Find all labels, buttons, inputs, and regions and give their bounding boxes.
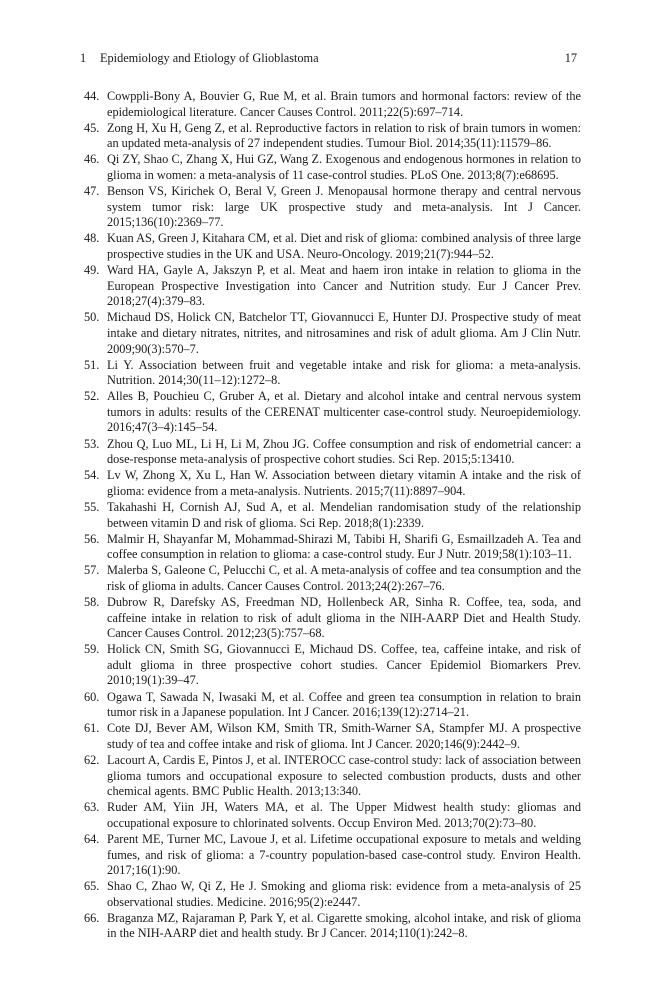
reference-text: Malerba S, Galeone C, Pelucchi C, et al. A meta-analysis of coffee and tea consumption and the risk of glioma in adults. Cancer Causes Control. 2013;24(2):267–76. <box>107 563 581 593</box>
reference-item <box>84 121 581 152</box>
reference-item <box>84 642 581 689</box>
reference-item <box>84 532 581 563</box>
reference-number: 53. <box>84 436 100 451</box>
reference-number: 52. <box>84 389 100 404</box>
reference-text: Qi ZY, Shao C, Zhang X, Hui GZ, Wang Z. Exogenous and endogenous hormones in relation to glioma in women: a meta-analysis of 11 case-control studies. PLoS One. 2013;8(7):e68695. <box>107 152 581 182</box>
reference-number: 44. <box>84 89 100 103</box>
reference-number: 61. <box>84 721 100 736</box>
reference-item <box>84 358 581 389</box>
chapter-number: 1 <box>80 51 87 65</box>
reference-number: 49. <box>84 263 100 278</box>
reference-text: Lacourt A, Cardis E, Pintos J, et al. INTEROCC case-control study: lack of association between glioma tumors and occupational exposure to selected combustion products, dusts and other chemical agents. BMC Public Health. 2013;13:340. <box>107 752 581 799</box>
reference-text: Lv W, Zhong X, Xu L, Han W. Association between dietary vitamin A intake and the risk of glioma: evidence from a meta-analysis. Nutrients. 2015;7(11):8897–904. <box>107 468 581 498</box>
reference-text: Ruder AM, Yiin JH, Waters MA, et al. The Upper Midwest health study: gliomas and occupational exposure to chlorinated solvents. Occup Environ Med. 2013;70(2):73–80. <box>107 800 581 830</box>
reference-item <box>84 563 581 594</box>
reference-number: 59. <box>84 642 100 657</box>
reference-item <box>84 389 581 436</box>
reference-text: Malmir H, Shayanfar M, Mohammad-Shirazi M, Tabibi H, Sharifi G, Esmaillzadeh A. Tea and coffee consumption in relation to glioma: a case-control study. Eur J Nutr. 2019;58(1):103–11. <box>107 531 581 562</box>
reference-text: Ogawa T, Sawada N, Iwasaki M, et al. Coffee and green tea consumption in relation to brain tumor risk in a Japanese population. Int J Cancer. 2016;139(12):2714–21. <box>107 689 581 720</box>
reference-text: Benson VS, Kirichek O, Beral V, Green J. Menopausal hormone therapy and central nervous system tumor risk: large UK prospective study and meta-analysis. Int J Cancer. 2015;136(10):2369–77. <box>107 184 581 230</box>
reference-text: Cowppli-Bony A, Bouvier G, Rue M, et al. Brain tumors and hormonal factors: review of the epidemiological literature. Cancer Causes Control. 2011;22(5):697–714. <box>107 89 581 119</box>
reference-number: 62. <box>84 752 100 767</box>
running-head <box>80 50 580 66</box>
reference-item <box>84 800 581 831</box>
reference-text: Dubrow R, Darefsky AS, Freedman ND, Hollenbeck AR, Sinha R. Coffee, tea, soda, and caffeine intake in relation to risk of adult glioma in the NIH-AARP Diet and Health Study. Cancer Causes Control. 2012;23(5):757–68. <box>107 595 581 641</box>
reference-text: Zong H, Xu H, Geng Z, et al. Reproductive factors in relation to risk of brain tumors in women: an updated meta-analysis of 27 independent studies. Tumour Biol. 2014;35(11):11579–86. <box>107 120 581 151</box>
reference-item <box>84 231 581 262</box>
reference-text: Alles B, Pouchieu C, Gruber A, et al. Dietary and alcohol intake and central nervous system tumors in adults: results of the CERENAT multicenter case-control study. Neuroepidemiology. 2016;47(3–4):145–54. <box>107 389 581 435</box>
reference-item <box>84 500 581 531</box>
reference-text: Takahashi H, Cornish AJ, Sud A, et al. Mendelian randomisation study of the relationship between vitamin D and risk of glioma. Sci Rep. 2018;8(1):2339. <box>107 499 581 530</box>
reference-text: Shao C, Zhao W, Qi Z, He J. Smoking and glioma risk: evidence from a meta-analysis of 25 observational studies. Medicine. 2016;95(2):e2447. <box>107 879 581 909</box>
reference-number: 48. <box>84 231 100 246</box>
reference-text: Ward HA, Gayle A, Jakszyn P, et al. Meat and haem iron intake in relation to glioma in the European Prospective Investigation into Cancer and Nutrition study. Eur J Cancer Prev. 2018;27(4):379–83. <box>107 263 581 309</box>
reference-item <box>84 263 581 310</box>
reference-item <box>84 310 581 357</box>
page-number: 17 <box>564 51 577 65</box>
reference-item <box>84 911 581 942</box>
reference-number: 50. <box>84 310 100 325</box>
reference-item <box>84 721 581 752</box>
reference-number: 56. <box>84 531 100 546</box>
reference-text: Parent ME, Turner MC, Lavoue J, et al. Lifetime occupational exposure to metals and welding fumes, and risk of glioma: a 7-country population-based case-control study. Environ Health. 2017;16(1):90. <box>107 831 581 878</box>
reference-text: Braganza MZ, Rajaraman P, Park Y, et al. Cigarette smoking, alcohol intake, and risk of glioma in the NIH-AARP diet and health study. Br J Cancer. 2014;110(1):242–8. <box>107 910 581 941</box>
reference-number: 54. <box>84 468 100 483</box>
reference-text: Zhou Q, Luo ML, Li H, Li M, Zhou JG. Coffee consumption and risk of endometrial cancer: a dose-response meta-analysis of prospective cohort studies. Sci Rep. 2015;5:13410. <box>107 436 581 467</box>
reference-item <box>84 690 581 721</box>
reference-number: 45. <box>84 120 100 135</box>
chapter-title: Epidemiology and Etiology of Glioblastoma <box>100 51 319 65</box>
reference-item <box>84 89 581 120</box>
reference-item <box>84 468 581 499</box>
reference-item <box>84 184 581 231</box>
reference-text: Holick CN, Smith SG, Giovannucci E, Michaud DS. Coffee, tea, caffeine intake, and risk of adult glioma in three prospective cohort studies. Cancer Epidemiol Biomarkers Prev. 2010;19(1):39–47. <box>107 642 581 688</box>
reference-number: 57. <box>84 563 100 578</box>
reference-text: Cote DJ, Bever AM, Wilson KM, Smith TR, Smith-Warner SA, Stampfer MJ. A prospective study of tea and coffee intake and risk of glioma. Int J Cancer. 2020;146(9):2442–9. <box>107 721 581 751</box>
reference-number: 47. <box>84 184 100 199</box>
reference-text: Kuan AS, Green J, Kitahara CM, et al. Diet and risk of glioma: combined analysis of three large prospective studies in the UK and USA. Neuro-Oncology. 2019;21(7):944–52. <box>107 231 581 261</box>
reference-item <box>84 595 581 642</box>
reference-number: 64. <box>84 831 100 846</box>
reference-number: 46. <box>84 152 100 167</box>
reference-text: Li Y. Association between fruit and vegetable intake and risk for glioma: a meta-analysis. Nutrition. 2014;30(11–12):1272–8. <box>107 357 581 388</box>
reference-text: Michaud DS, Holick CN, Batchelor TT, Giovannucci E, Hunter DJ. Prospective study of meat intake and dietary nitrates, nitrites, and nitrosamines and risk of adult glioma. Am J Clin Nutr. 2009;90(3):570–7. <box>107 310 581 356</box>
reference-list <box>84 89 581 943</box>
reference-number: 58. <box>84 595 100 609</box>
reference-item <box>84 437 581 468</box>
reference-number: 55. <box>84 499 100 514</box>
reference-number: 60. <box>84 689 100 704</box>
reference-number: 66. <box>84 910 100 925</box>
reference-number: 51. <box>84 357 100 372</box>
reference-item <box>84 753 581 800</box>
reference-item <box>84 832 581 879</box>
reference-item <box>84 879 581 910</box>
reference-number: 65. <box>84 879 100 894</box>
reference-number: 63. <box>84 800 100 815</box>
reference-item <box>84 152 581 183</box>
